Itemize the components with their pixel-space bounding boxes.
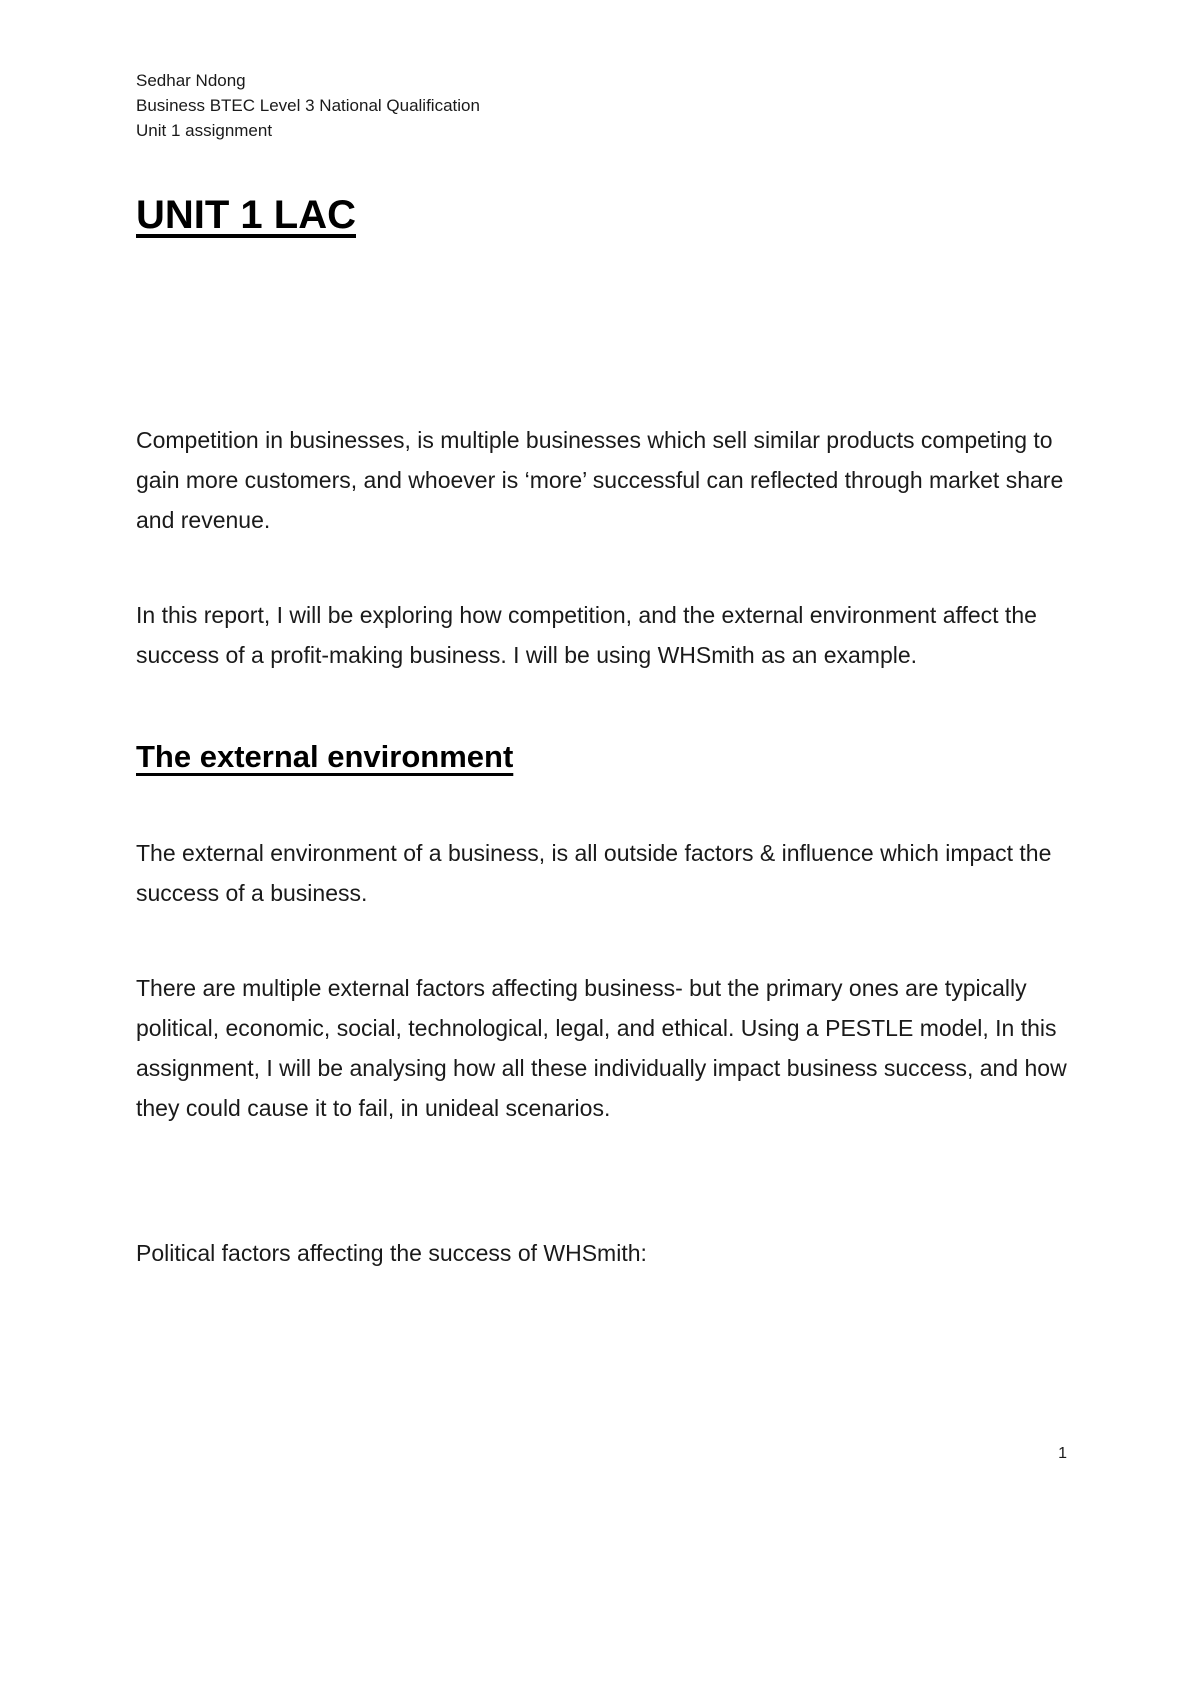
document-title: UNIT 1 LAC	[136, 193, 356, 237]
page-number: 1	[1058, 1445, 1067, 1462]
paragraph-pestle-overview: There are multiple external factors affecting business- but the primary ones are typically political, economic, social, technological, legal, and ethical. Using a PESTLE model, In this assignment, I will be analysing how all these individually impact business success, and how they could cause it to fail, in unideal scenarios.	[136, 974, 1067, 1121]
paragraph-report-scope: In this report, I will be exploring how competition, and the external environment affect the success of a profit-making business. I will be using WHSmith as an example.	[136, 602, 1037, 668]
section-heading-external-environment: The external environment	[136, 739, 514, 774]
author-name: Sedhar Ndong	[136, 71, 246, 90]
assignment-label: Unit 1 assignment	[136, 121, 273, 140]
paragraph-external-environment-definition: The external environment of a business, is all outside factors & influence which impact the success of a business.	[136, 839, 1052, 906]
paragraph-competition-definition: Competition in businesses, is multiple businesses which sell similar products competing to gain more customers, and whoever is ‘more’ successful can reflected through market share and revenue.	[136, 427, 1064, 533]
course-title: Business BTEC Level 3 National Qualification	[136, 96, 480, 115]
document-header	[136, 68, 1067, 143]
paragraph-political-factors-intro: Political factors affecting the success of WHSmith:	[136, 1239, 647, 1266]
